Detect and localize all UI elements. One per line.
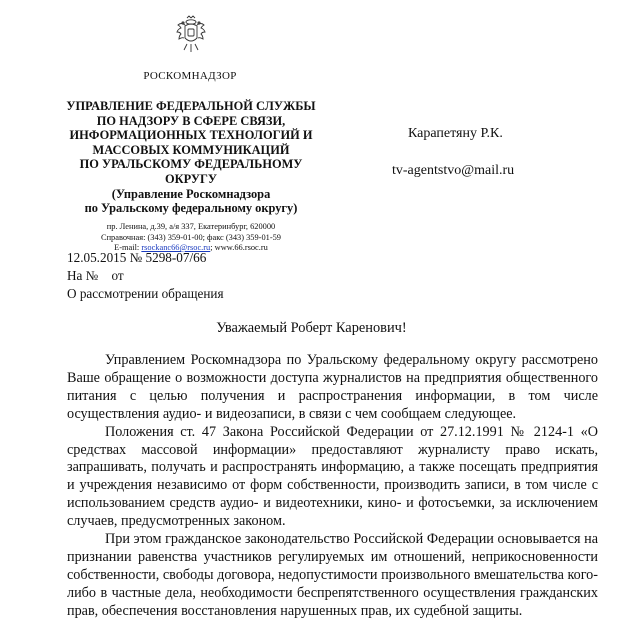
org-address: пр. Ленина, д.39, а/я 337, Екатеринбург, 620000: [106, 222, 276, 231]
letter-body: [67, 352, 598, 621]
letter-subject: О рассмотрении обращения: [67, 286, 224, 301]
org-abbrev-line: (Управление Роскомнадзора: [111, 186, 271, 201]
org-name-line: ИНФОРМАЦИОННЫХ ТЕХНОЛОГИЙ И: [69, 128, 313, 143]
org-name-line: ОКРУГУ: [165, 171, 217, 186]
org-name-line: УПРАВЛЕНИЕ ФЕДЕРАЛЬНОЙ СЛУЖБЫ: [66, 99, 316, 113]
body-paragraph: При этом гражданское законодательство Российской Федерации основывается на признании равенства участников регулируемых им отношений, неприкосновенности собственности, свободы договора, недопустимости произвольного вмешательства кого-либо в частные дела, необходимости беспрепятственного осуществления гражданских прав, обеспечения восстановления нарушенных прав, их судебной защиты.: [67, 531, 598, 619]
org-name-line: ПО НАДЗОРУ В СФЕРЕ СВЯЗИ,: [96, 113, 286, 128]
salutation: Уважаемый Роберт Каренович!: [216, 320, 407, 336]
double-headed-eagle-emblem-icon: [174, 14, 208, 56]
org-email-link[interactable]: rsockanc66@rsoc.ru: [141, 243, 211, 252]
email-label: E-mail:: [114, 243, 142, 252]
org-abbrev-line: по Уральскому федеральному округу): [84, 201, 298, 216]
org-website: ; www.66.rsoc.ru: [210, 243, 268, 252]
org-short-name: РОСКОМНАДЗОР: [143, 70, 237, 82]
org-full-name: [60, 99, 322, 216]
letter-reference: На № от: [67, 268, 124, 283]
org-phone: Справочная: (343) 359-01-00; факс (343) 359-01-59: [100, 232, 281, 242]
letter-date-number: 12.05.2015 № 5298-07/66: [67, 250, 207, 265]
recipient-email: tv-agentstvo@mail.ru: [392, 163, 515, 178]
org-name-line: ПО УРАЛЬСКОМУ ФЕДЕРАЛЬНОМУ: [79, 157, 303, 172]
recipient-name: Карапетяну Р.К.: [408, 126, 503, 141]
body-paragraph: Положения ст. 47 Закона Российской Федерации от 27.12.1991 № 2124-1 «О средствах массовой информации» предоставляют журналисту право искать, запрашивать, получать и распространять информацию, а также посещать предприятия и учреждения независимо от форм собственности, производить записи, в том числе с использованием средств аудио- и видеотехники, кино- и фотосъемки, за исключением случаев, предусмотренных законом.: [67, 423, 598, 530]
org-name-line: МАССОВЫХ КОММУНИКАЦИЙ: [92, 142, 290, 157]
org-contact-block: [80, 222, 302, 254]
body-paragraph: Управлением Роскомнадзора по Уральскому федеральному округу рассмотрено Ваше обращение о возможности доступа журналистов на предприятия общественного питания с целью получения и распространения информации, в том числе осуществления аудио- и видеозаписи, в связи с чем сообщаем следующее.: [67, 352, 598, 422]
